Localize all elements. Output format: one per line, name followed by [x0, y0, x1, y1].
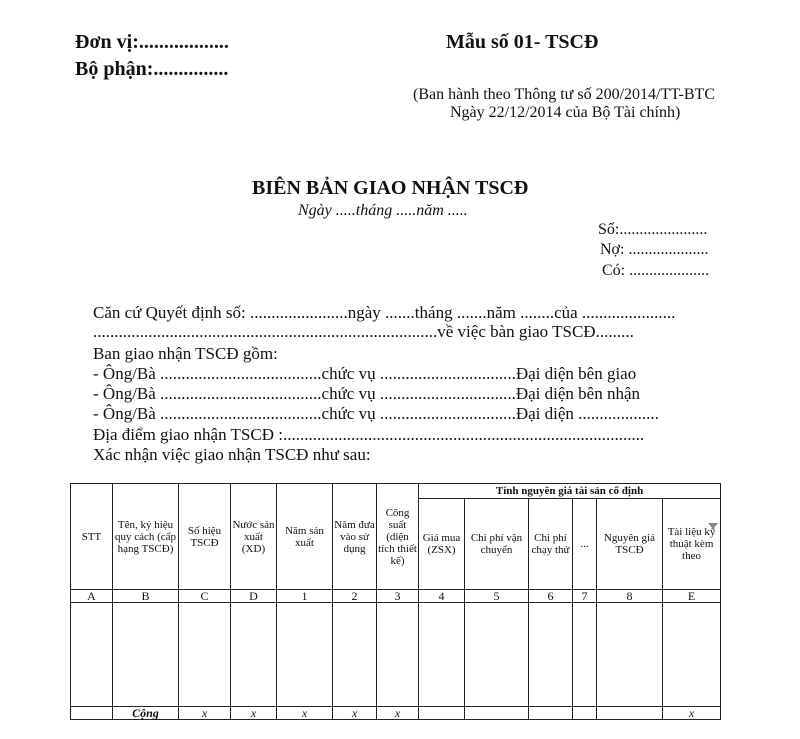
- entry-cell[interactable]: [529, 603, 573, 707]
- dropdown-caret-icon[interactable]: [708, 523, 718, 529]
- ref-co: Có: ....................: [602, 262, 710, 279]
- entry-cell[interactable]: [179, 603, 231, 707]
- code-cell: E: [663, 590, 721, 603]
- total-cell: [597, 707, 663, 720]
- body-line-6: - Ông/Bà ......................................chức vụ ................................Đại diện ...................: [93, 404, 659, 423]
- entry-cell[interactable]: [377, 603, 419, 707]
- code-cell: 3: [377, 590, 419, 603]
- code-cell: A: [71, 590, 113, 603]
- code-cell: B: [113, 590, 179, 603]
- code-cell: 6: [529, 590, 573, 603]
- col-header-transport-cost: Chi phí vận chuyển: [465, 499, 529, 590]
- body-line-8: Xác nhận việc giao nhận TSCĐ như sau:: [93, 445, 371, 464]
- group-header-cost: Tính nguyên giá tài sản cố định: [419, 484, 721, 499]
- total-cell: x: [377, 707, 419, 720]
- issued-line-2: Ngày 22/12/2014 của Bộ Tài chính): [450, 104, 681, 121]
- issued-line-1: (Ban hành theo Thông tư số 200/2014/TT-BTC: [413, 86, 715, 103]
- col-header-stt: STT: [71, 484, 113, 590]
- body-line-2: .................................................................................về việc bàn giao TSCĐ.........: [93, 322, 634, 341]
- total-label: Cộng: [113, 707, 179, 720]
- total-cell: x: [663, 707, 721, 720]
- col-header-original-cost: Nguyên giá TSCĐ: [597, 499, 663, 590]
- entry-cell[interactable]: [465, 603, 529, 707]
- unit-field: Đơn vị:..................: [75, 31, 229, 53]
- col-header-purchase-price: Giá mua (ZSX): [419, 499, 465, 590]
- body-line-7: Địa điểm giao nhận TSCĐ :.....................................................................................: [93, 425, 645, 444]
- entry-cell[interactable]: [597, 603, 663, 707]
- entry-cell[interactable]: [231, 603, 277, 707]
- document-date: Ngày .....tháng .....năm .....: [298, 202, 468, 219]
- body-line-5: - Ông/Bà ......................................chức vụ ................................Đại diện bên nhận: [93, 384, 641, 403]
- col-header-capacity: Công suất (diện tích thiết kế): [377, 484, 419, 590]
- code-cell: 1: [277, 590, 333, 603]
- document-title: BIÊN BẢN GIAO NHẬN TSCĐ: [252, 177, 529, 199]
- form-number: Mẫu số 01- TSCĐ: [446, 31, 599, 53]
- body-line-1: Căn cứ Quyết định số: .......................ngày .......tháng .......năm ........của ......................: [93, 303, 676, 322]
- code-cell: 2: [333, 590, 377, 603]
- col-header-name: Tên, ký hiệu quy cách (cấp hạng TSCĐ): [113, 484, 179, 590]
- total-cell: [419, 707, 465, 720]
- total-cell: [465, 707, 529, 720]
- col-header-test-cost: Chi phí chạy thử: [529, 499, 573, 590]
- total-cell: x: [179, 707, 231, 720]
- col-header-documents: [663, 499, 721, 590]
- total-cell: [573, 707, 597, 720]
- entry-cell[interactable]: [573, 603, 597, 707]
- code-cell: 4: [419, 590, 465, 603]
- col-header-year-made: Năm sản xuất: [277, 484, 333, 590]
- code-cell: 7: [573, 590, 597, 603]
- body-line-3: Ban giao nhận TSCĐ gồm:: [93, 344, 278, 363]
- table-row-total: [71, 707, 721, 720]
- code-cell: 5: [465, 590, 529, 603]
- col-header-country: Nước sản xuất (XD): [231, 484, 277, 590]
- code-cell: 8: [597, 590, 663, 603]
- department-field: Bộ phận:...............: [75, 58, 229, 80]
- entry-cell[interactable]: [71, 603, 113, 707]
- table-row-entries: [71, 603, 721, 707]
- entry-cell[interactable]: [333, 603, 377, 707]
- entry-cell[interactable]: [277, 603, 333, 707]
- code-cell: D: [231, 590, 277, 603]
- total-cell: [71, 707, 113, 720]
- col-header-year-used: Năm đưa vào sử dụng: [333, 484, 377, 590]
- table-row-codes: [71, 590, 721, 603]
- total-cell: x: [277, 707, 333, 720]
- asset-table: [70, 483, 721, 720]
- ref-so: Số:......................: [598, 221, 708, 238]
- total-cell: x: [231, 707, 277, 720]
- entry-cell[interactable]: [663, 603, 721, 707]
- code-cell: C: [179, 590, 231, 603]
- col-header-documents-label: Tài liệu kỹ thuật kèm theo: [667, 526, 716, 562]
- total-cell: x: [333, 707, 377, 720]
- col-header-other: ...: [573, 499, 597, 590]
- col-header-asset-no: Số hiệu TSCĐ: [179, 484, 231, 590]
- body-line-4: - Ông/Bà ......................................chức vụ ................................Đại diện bên giao: [93, 364, 637, 383]
- ref-no: Nợ: ....................: [600, 241, 709, 258]
- entry-cell[interactable]: [419, 603, 465, 707]
- entry-cell[interactable]: [113, 603, 179, 707]
- total-cell: [529, 707, 573, 720]
